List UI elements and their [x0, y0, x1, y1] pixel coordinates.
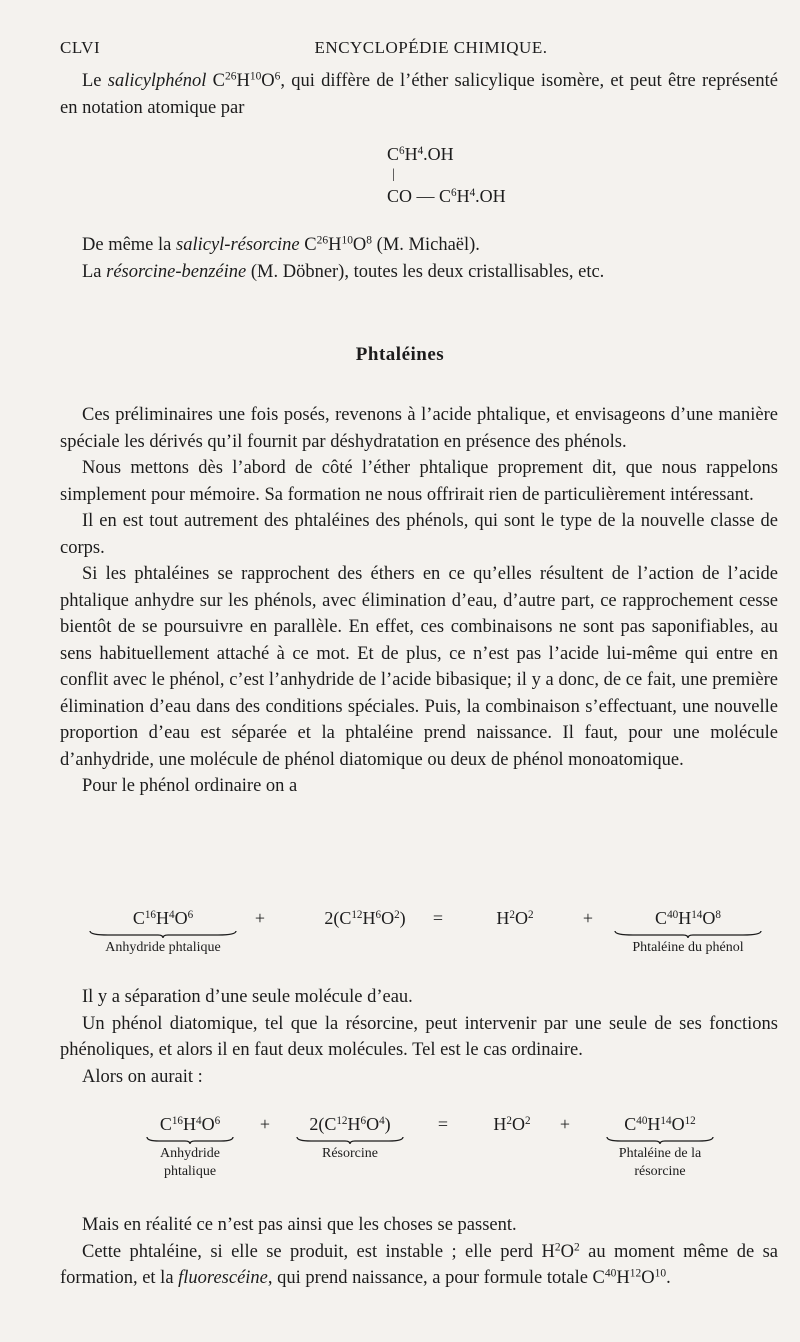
- plus-sign: +: [259, 1114, 271, 1134]
- equation-label: Phtaléine du phénol: [632, 940, 744, 955]
- text: H: [493, 1114, 507, 1134]
- paragraph: Ces préliminaires une fois posés, revenons à l’acide phtalique, et envisageons d’une manière spéciale les dérivés qu’il fournit par déshydratation en présence des phénols.: [60, 405, 778, 452]
- text: Le: [82, 71, 108, 91]
- subscript: 6: [274, 70, 281, 83]
- subscript: 10: [341, 234, 353, 247]
- intro-paragraph: [60, 68, 778, 121]
- paragraph-salicyl-resorcine: [60, 232, 778, 285]
- subscript: 6: [360, 1114, 367, 1127]
- text: C: [206, 71, 225, 91]
- subscript: 40: [636, 1114, 648, 1127]
- paragraph-fluoresceine: [60, 1239, 778, 1292]
- after-equation-text: [60, 984, 778, 1090]
- equation-label: Phtaléine de la: [618, 1146, 702, 1161]
- brace: [140, 1135, 240, 1145]
- subscript: 6: [375, 908, 382, 921]
- subscript: 14: [691, 908, 703, 921]
- subscript: 10: [654, 1267, 667, 1280]
- subscript: 16: [144, 908, 156, 921]
- equation-term-water: [475, 908, 555, 929]
- compound-name: fluorescéine: [178, 1268, 268, 1288]
- text: C: [159, 1114, 172, 1134]
- text: H: [678, 908, 692, 928]
- equation-term-resorcine: [285, 1114, 415, 1163]
- text: C: [655, 908, 668, 928]
- text: O: [352, 235, 367, 255]
- equation-label: phtalique: [163, 1164, 217, 1179]
- equation-label: Anhydride: [160, 1146, 220, 1161]
- text: .OH: [423, 144, 454, 164]
- text: au moment même de sa formation, et la: [60, 1241, 779, 1288]
- text: , qui prend naissance, a pour formule totale C: [267, 1268, 605, 1288]
- text: C: [387, 144, 400, 164]
- equation-term-phtaleine: [608, 908, 768, 957]
- brace: [585, 1135, 735, 1145]
- subscript: 26: [224, 70, 237, 83]
- paragraph: Pour le phénol ordinaire on a: [82, 776, 298, 796]
- bond-line: |: [392, 167, 395, 182]
- subscript: 4: [196, 1114, 202, 1127]
- text: De même la: [82, 235, 176, 255]
- compound-name: résorcine-benzéine: [106, 261, 247, 282]
- text: H: [362, 908, 376, 928]
- text: H: [456, 186, 470, 206]
- main-body: [60, 402, 778, 800]
- text: O: [515, 908, 528, 928]
- plus-sign: +: [559, 1114, 571, 1134]
- subscript: 12: [336, 1114, 348, 1127]
- text: H: [156, 908, 169, 928]
- paragraph: Mais en réalité ce n’est pas ainsi que les choses se passent.: [82, 1215, 517, 1235]
- paragraph: Si les phtaléines se rapprochent des éthers en ce qu’elles résultent de l’action de l’acide phtalique anhydre sur les phénols, avec élimination d’eau, d’autre part, ce rapprochement cesse bientôt de se poursuivre en parallèle. En effet, ces combinaisons ne sont pas saponifiables, au sens habituellement attaché à ce mot. Et de plus, ce n’est pas l’acide lui-même qui entre en conflit avec le phénol, c’est l’anhydride de l’acide bibasique; il y a donc, de ce fait, une première élimination d’eau dans des conditions spéciales. Puis, la combinaison s’effectuant, une nouvelle proportion d’eau est séparée et la phtaléine prend naissance. Il faut, pour une molécule d’anhydride, une molécule de phénol diatomique ou deux de phénol monoatomique.: [60, 564, 778, 770]
- subscript: 40: [604, 1267, 617, 1280]
- text: H: [347, 1114, 361, 1134]
- subscript: 2: [573, 1241, 580, 1254]
- text: H: [236, 71, 250, 91]
- text: O: [261, 71, 275, 91]
- subscript: 2: [506, 1114, 512, 1127]
- paragraph: Alors on aurait :: [82, 1066, 203, 1087]
- subscript: 8: [366, 234, 373, 247]
- equation-label: Anhydride phtalique: [105, 940, 221, 955]
- text: O: [381, 908, 395, 928]
- equation-term-phtaleine: [585, 1114, 735, 1181]
- subscript: 4: [417, 144, 424, 157]
- subscript: 4: [379, 1114, 385, 1127]
- text: ): [399, 908, 406, 928]
- brace: [285, 1135, 415, 1145]
- text: ): [384, 1114, 391, 1134]
- text: (M. Michaël).: [372, 235, 480, 255]
- subscript: 2: [525, 1114, 531, 1127]
- subscript: 6: [451, 186, 457, 199]
- text: Cette phtaléine, si elle se produit, est instable ; elle perd H: [82, 1241, 555, 1262]
- equals-sign: =: [437, 1114, 449, 1134]
- brace: [608, 929, 768, 939]
- closing-text: [60, 1212, 778, 1292]
- text: O: [671, 1114, 685, 1134]
- equation-label: Résorcine: [322, 1146, 378, 1161]
- text: H: [647, 1114, 661, 1134]
- structural-formula: [387, 142, 506, 208]
- text: H: [616, 1268, 630, 1288]
- equation-label: résorcine: [634, 1164, 686, 1179]
- paragraph: Un phénol diatomique, tel que la résorcine, peut intervenir par une seule de ses fonctions phénoliques, et alors il en faut deux molécules. Tel est le cas ordinaire.: [60, 1013, 778, 1060]
- text: O: [512, 1114, 525, 1134]
- text: O: [201, 1114, 215, 1134]
- text: C: [299, 235, 317, 255]
- subscript: 2: [509, 908, 515, 921]
- subscript: 4: [469, 186, 476, 199]
- equation-resorcine: [60, 1114, 778, 1204]
- compound-name: salicyl-résorcine: [176, 235, 300, 255]
- equals-sign: =: [432, 908, 444, 928]
- equation-term-anhydride: [88, 908, 238, 957]
- subscript: 26: [316, 234, 329, 247]
- text: H: [404, 144, 418, 164]
- subscript: 4: [169, 908, 175, 921]
- subscript: 12: [351, 908, 363, 921]
- text: .: [666, 1268, 671, 1288]
- subscript: 2: [554, 1241, 561, 1254]
- plus-sign: +: [254, 908, 266, 928]
- subscript: 6: [187, 908, 194, 921]
- equation-phenol: [60, 908, 778, 978]
- paragraph: Nous mettons dès l’abord de côté l’éther phtalique proprement dit, que nous rappelons simplement pour mémoire. Sa formation ne nous offrirait rien de particulièrement intéressant.: [60, 458, 778, 505]
- subscript: 40: [667, 908, 679, 921]
- paragraph: Il en est tout autrement des phtaléines des phénols, qui sont le type de la nouvelle classe de corps.: [60, 511, 778, 558]
- equation-term-anhydride: [140, 1114, 240, 1181]
- text: O: [641, 1268, 655, 1288]
- text: O: [174, 908, 188, 928]
- subscript: 6: [399, 144, 405, 157]
- subscript: 2: [528, 908, 534, 921]
- text: H: [328, 235, 342, 255]
- text: O: [702, 908, 716, 928]
- subscript: 8: [715, 908, 721, 921]
- text: 2(C: [309, 1114, 337, 1134]
- subscript: 16: [171, 1114, 183, 1127]
- text: H: [496, 908, 510, 928]
- text: .OH: [475, 186, 506, 206]
- text: C: [624, 1114, 637, 1134]
- subscript: 14: [660, 1114, 672, 1127]
- page-header: [60, 38, 762, 60]
- paragraph: Il y a séparation d’une seule molécule d’eau.: [82, 987, 413, 1007]
- text: C: [132, 908, 145, 928]
- subscript: 6: [214, 1114, 221, 1127]
- text: CO — C: [387, 186, 452, 206]
- compound-name: salicylphénol: [107, 71, 207, 91]
- section-heading: Phtaléines: [355, 344, 445, 365]
- text: H: [183, 1114, 196, 1134]
- equation-term-water: [472, 1114, 552, 1135]
- brace: [88, 929, 238, 939]
- text: , qui diffère de l’éther salicylique isomère, et peut être représenté en notation atomique par: [60, 71, 778, 118]
- subscript: 2: [394, 908, 400, 921]
- text: La: [82, 261, 107, 282]
- subscript: 10: [249, 70, 262, 83]
- subscript: 12: [684, 1114, 696, 1127]
- subscript: 12: [629, 1267, 642, 1280]
- running-title: ENCYCLOPÉDIE CHIMIQUE.: [314, 38, 548, 57]
- text: O: [366, 1114, 380, 1134]
- text: 2(C: [324, 908, 352, 928]
- plus-sign: +: [582, 908, 594, 928]
- text: (M. Döbner), toutes les deux cristallisables, etc.: [246, 261, 605, 282]
- text: O: [560, 1241, 574, 1262]
- page-number: CLVI: [60, 38, 101, 57]
